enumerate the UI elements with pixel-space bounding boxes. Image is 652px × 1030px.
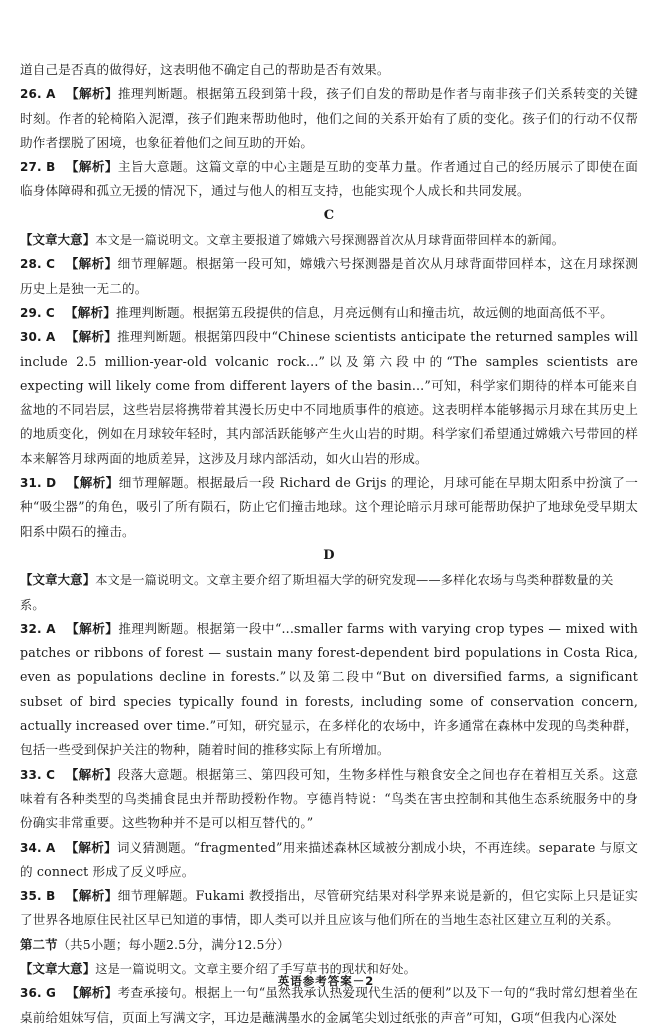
analysis-text: 推理判断题。根据第一段中“...smaller farms with varying crop types — mixed with patches or ribbons of forest — sustain many forest-dependent bird populations in Costa Rica, even as populations decline in forests.”以及第二段中“But on diversified farms, a significant subset of bird species typically found in forests, including some of conservation concern, actually increased over time.”可知，研究显示，在多样化的农场中，许多通常在森林中发现的鸟类种群，包括一些受到保护关注的物种，随着时间的推移实际上有所增加。 (20, 620, 638, 758)
question-number: 36. (20, 986, 42, 1001)
summary-tag: 【文章大意】 (20, 232, 96, 248)
answer-32 (20, 617, 638, 763)
analysis-tag: 【解析】 (66, 985, 118, 1001)
answer-letter: A (45, 840, 56, 855)
analysis-text: 主旨大意题。这篇文章的中心主题是互助的变革力量。作者通过自己的经历展示了即使在面临身体障碍和孤立无援的情况下，通过与他人的相互支持，也能实现个人成长和共同发展。 (20, 159, 639, 199)
analysis-text: 词义猜测题。“fragmented”用来描述森林区域被分割成小块，不再连续。separate 与原文的 connect 形成了反义呼应。 (20, 839, 639, 879)
summary-text: 这是一篇说明文。文章主要介绍了手写草书的现状和好处。 (95, 961, 417, 976)
analysis-tag: 【解析】 (65, 766, 118, 782)
answer-letter: D (46, 476, 57, 491)
analysis-tag: 【解析】 (65, 888, 118, 904)
question-number: 32. (20, 621, 42, 636)
question-number: 30. (20, 330, 42, 345)
answer-31 (20, 471, 638, 544)
answer-letter: C (46, 257, 56, 272)
summary-c (20, 228, 638, 252)
analysis-tag: 【解析】 (65, 839, 117, 855)
section-heading-d: D (323, 547, 335, 563)
answer-letter: B (46, 889, 56, 904)
answer-letter: A (46, 330, 56, 345)
part-title: 第二节 (20, 936, 58, 952)
question-number: 29. (20, 305, 42, 320)
section-heading-c: C (323, 207, 335, 223)
question-number: 35. (20, 889, 42, 904)
page-footer: 英语参考答案－2 (277, 974, 375, 988)
part-description: （共5小题；每小题2.5分，满分12.5分） (57, 936, 290, 952)
question-number: 26. (20, 87, 42, 102)
analysis-text: 推理判断题。根据第四段中“Chinese scientists anticipate the returned samples will include 2.5 million-year-old volcanic rock...”以及第六段中的“The samples scientists are expecting will likely come from different layers of the basin...”可知，科学家们期待的样本可能来自盆地的不同岩层，这些岩层将携带着其漫长历史中不同地质事件的痕迹。这表明样本能够揭示月球在其历史上的地质变化，例如在月球较年轻时，其内部活跃能够产生火山岩的时期。科学家们希望通过嫦娥六号带回的样本来解答月球两面的地质差异，这涉及月球内部活动，如火山岩的形成。 (20, 329, 639, 466)
analysis-text: 推理判断题。根据第五段到第十段，孩子们自发的帮助是作者与南非孩子们关系转变的关键时刻。作者的轮椅陷入泥潭，孩子们跑来帮助他时，他们之间的关系开始有了质的变化。孩子们的行动不仅帮助作者摆脱了困境，也象征着他们之间互助的开始。 (20, 86, 639, 150)
answer-29 (20, 301, 638, 325)
analysis-tag: 【解析】 (66, 620, 119, 636)
answer-letter: A (46, 621, 56, 636)
summary-d (20, 568, 638, 617)
analysis-text: 段落大意题。根据第三、第四段可知，生物多样性与粮食安全之间也存在着相互关系。这意味着有各种类型的鸟类捕食昆虫并帮助授粉作物。亨德肖特说：“鸟类在害虫控制和其他生态系统服务中的身份确实非常重要。这些物种并不是可以相互替代的。” (20, 766, 639, 831)
question-number: 28. (20, 257, 42, 272)
answer-letter: C (46, 767, 56, 782)
summary-tag: 【文章大意】 (20, 960, 96, 976)
answer-28 (20, 252, 638, 301)
intro-line: 道自己是否真的做得好，这表明他不确定自己的帮助是否有效果。 (20, 62, 390, 77)
analysis-tag: 【解析】 (65, 329, 118, 345)
answer-35 (20, 884, 638, 933)
answer-content (20, 58, 638, 1030)
summary-text: 本文是一篇说明文。文章主要介绍了斯坦福大学的研究发现——多样化农场与鸟类种群数量的关系。 (20, 573, 614, 612)
analysis-text: 细节理解题。根据第一段可知，嫦娥六号探测器是首次从月球背面带回样本，这在月球探测历史上是独一无二的。 (20, 256, 639, 296)
analysis-text: 细节理解题。根据最后一段 Richard de Grijs 的理论，月球可能在早期太阳系中扮演了一种“吸尘器”的角色，吸引了所有陨石，防止它们撞击地球。这个理论暗示月球可能帮助保护了地球免受早期太阳系中陨石的撞击。 (20, 475, 639, 539)
question-number: 31. (20, 476, 42, 491)
answer-letter: A (46, 87, 56, 102)
question-number: 33. (20, 767, 42, 782)
analysis-tag: 【解析】 (65, 159, 118, 175)
answer-letter: C (45, 305, 55, 320)
analysis-tag: 【解析】 (65, 256, 118, 272)
analysis-text: 考查承接句。根据上一句“虽然我承认热爱现代生活的便利”以及下一句的“我时常幻想着坐在桌前给姐妹写信，页面上写满文字，耳边是蘸满墨水的金属笔尖划过纸张的声音”可知，G项“但我内心深处 (20, 985, 639, 1025)
analysis-text: 推理判断题。根据第五段提供的信息，月亮远侧有山和撞击坑，故远侧的地面高低不平。 (115, 304, 613, 320)
answer-27 (20, 155, 638, 204)
answer-33 (20, 763, 638, 836)
summary-text: 本文是一篇说明文。文章主要报道了嫦娥六号探测器首次从月球背面带回样本的新闻。 (95, 233, 565, 248)
answer-letter: B (46, 160, 56, 175)
answer-26 (20, 82, 638, 155)
analysis-tag: 【解析】 (66, 475, 119, 491)
analysis-tag: 【解析】 (66, 86, 119, 102)
answer-30 (20, 325, 638, 471)
answer-letter: G (45, 986, 56, 1001)
question-number: 34. (20, 840, 42, 855)
question-number: 27. (20, 160, 42, 175)
analysis-tag: 【解析】 (65, 304, 116, 320)
summary-tag: 【文章大意】 (20, 572, 96, 588)
analysis-text: 细节理解题。Fukami 教授指出，尽管研究结果对科学界来说是新的，但它实际上只是证实了世界各地原住民社区早已知道的事情，即人类可以并且应该与他们所在的当地生态社区建立互利的关系。 (20, 888, 638, 928)
part-two-heading (20, 933, 638, 957)
answer-34 (20, 836, 638, 885)
